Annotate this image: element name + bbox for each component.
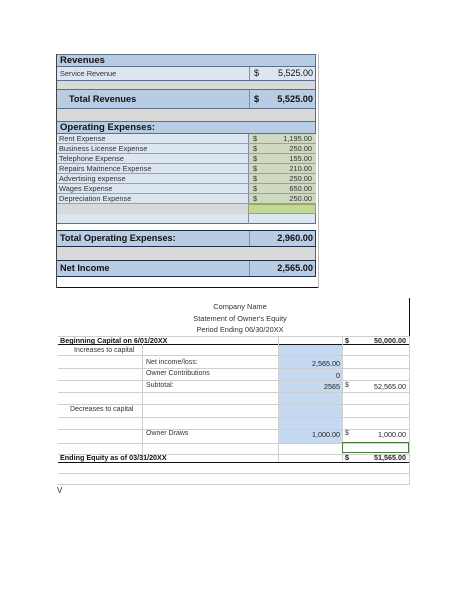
- grid-line: [58, 404, 410, 405]
- expense-row[interactable]: [56, 134, 316, 144]
- expense-row[interactable]: [56, 184, 316, 194]
- expense-amount: 250.00: [289, 144, 312, 153]
- net-income-loss-label: Net income/loss:: [146, 359, 198, 366]
- selected-cell[interactable]: [342, 442, 409, 453]
- expense-row[interactable]: [56, 164, 316, 174]
- expense-amount: 1,195.00: [283, 134, 312, 143]
- expense-row[interactable]: [56, 154, 316, 164]
- total-revenues-dollar: $: [249, 90, 263, 108]
- expense-row[interactable]: [56, 194, 316, 204]
- expense-row[interactable]: [56, 144, 316, 154]
- owner-draws-amount[interactable]: 1,000.00: [312, 430, 340, 439]
- grid-line: [56, 287, 318, 288]
- ending-equity-dollar: $: [345, 453, 349, 462]
- expense-label: Rent Expense: [59, 134, 106, 143]
- expense-dollar: $: [252, 184, 258, 193]
- expense-amount: 155.00: [289, 154, 312, 163]
- net-income-loss-amount[interactable]: 2,565.00: [312, 359, 340, 368]
- service-revenue-dollar: $: [249, 67, 263, 80]
- opex-header-row[interactable]: [56, 121, 316, 134]
- expense-amount: 210.00: [289, 164, 312, 173]
- owner-contributions-label: Owner Contributions: [146, 370, 210, 377]
- total-opex-row[interactable]: [56, 230, 316, 247]
- subtotal-label: Subtotal:: [146, 382, 174, 389]
- expense-amount: 250.00: [289, 174, 312, 183]
- grid-line: [58, 417, 410, 418]
- grid-line: [142, 344, 143, 462]
- expense-dollar: $: [252, 154, 258, 163]
- total-revenues-amount: 5,525.00: [277, 94, 313, 104]
- expense-label: Business License Expense: [59, 144, 148, 153]
- grid-line: [278, 336, 279, 462]
- expense-label: Wages Expense: [59, 184, 113, 193]
- owner-draws-label: Owner Draws: [146, 430, 189, 437]
- grid-line: [58, 368, 410, 369]
- total-opex-amount: 2,960.00: [249, 231, 317, 246]
- net-income-row[interactable]: [56, 260, 316, 277]
- grid-line: [58, 473, 410, 474]
- grid-line: [56, 54, 57, 288]
- owner-draws-dollar: $: [345, 430, 349, 437]
- blank-row: [56, 109, 316, 121]
- grid-line: [58, 484, 410, 485]
- revenues-header: Revenues: [60, 55, 105, 66]
- beginning-capital-dollar: $: [345, 336, 349, 345]
- grid-line: [318, 54, 319, 288]
- service-revenue-amount: 5,525.00: [277, 68, 313, 78]
- increases-label: Increases to capital: [74, 347, 135, 354]
- column-divider: [248, 214, 249, 224]
- subtotal-amount[interactable]: 2565: [324, 382, 340, 391]
- grid-line: [58, 380, 410, 381]
- expense-dollar: $: [252, 134, 258, 143]
- owner-draws-total[interactable]: 1,000.00: [378, 430, 406, 439]
- expense-dollar: $: [252, 164, 258, 173]
- blank-row: [56, 81, 316, 89]
- income-statement: [56, 54, 316, 288]
- equity-period: Period Ending 06/30/20XX: [196, 325, 284, 334]
- expense-label: Repairs Maitnence Expense: [59, 164, 152, 173]
- revenues-header-row[interactable]: [56, 54, 316, 67]
- expense-label: Advertising expense: [59, 174, 126, 183]
- service-revenue-label: Service Revenue: [60, 69, 117, 78]
- beginning-capital-label: Beginning Capital on 6/01/20XX: [60, 336, 168, 345]
- company-name: Company Name: [213, 302, 267, 311]
- expense-label: Depreciation Expense: [59, 194, 132, 203]
- service-revenue-row[interactable]: [56, 67, 316, 81]
- expense-amount: 650.00: [289, 184, 312, 193]
- blank-row: [56, 247, 316, 260]
- expense-row[interactable]: [56, 174, 316, 184]
- expense-amount: 250.00: [289, 194, 312, 203]
- opex-header: Operating Expenses:: [60, 122, 156, 133]
- expense-dollar: $: [252, 174, 258, 183]
- expense-dollar: $: [252, 194, 258, 203]
- grid-line: [58, 355, 410, 356]
- equity-title: Statement of Owner's Equity: [193, 314, 287, 323]
- beginning-capital-amount[interactable]: 50,000.00: [374, 336, 406, 345]
- subtotal-dollar: $: [345, 382, 349, 389]
- owner-contributions-amount[interactable]: 0: [336, 371, 340, 380]
- total-opex-label: Total Operating Expenses:: [60, 233, 176, 243]
- stray-mark: V: [57, 486, 63, 495]
- net-income-label: Net Income: [60, 263, 110, 273]
- selected-cell[interactable]: [248, 204, 316, 214]
- net-income-amount: 2,565.00: [249, 261, 317, 276]
- grid-line: [409, 336, 410, 484]
- ending-equity-amount[interactable]: 51,565.00: [374, 453, 406, 462]
- ending-equity-label: Ending Equity as of 03/31/20XX: [60, 453, 167, 462]
- decreases-label: Decreases to capital: [70, 406, 134, 413]
- total-revenues-label: Total Revenues: [69, 94, 137, 104]
- expense-dollar: $: [252, 144, 258, 153]
- subtotal-total[interactable]: 52,565.00: [374, 382, 406, 391]
- grid-line: [58, 462, 410, 463]
- expense-label: Telephone Expense: [59, 154, 124, 163]
- grid-line: [58, 392, 410, 393]
- total-revenues-row[interactable]: [56, 89, 316, 109]
- blank-row: [56, 214, 316, 224]
